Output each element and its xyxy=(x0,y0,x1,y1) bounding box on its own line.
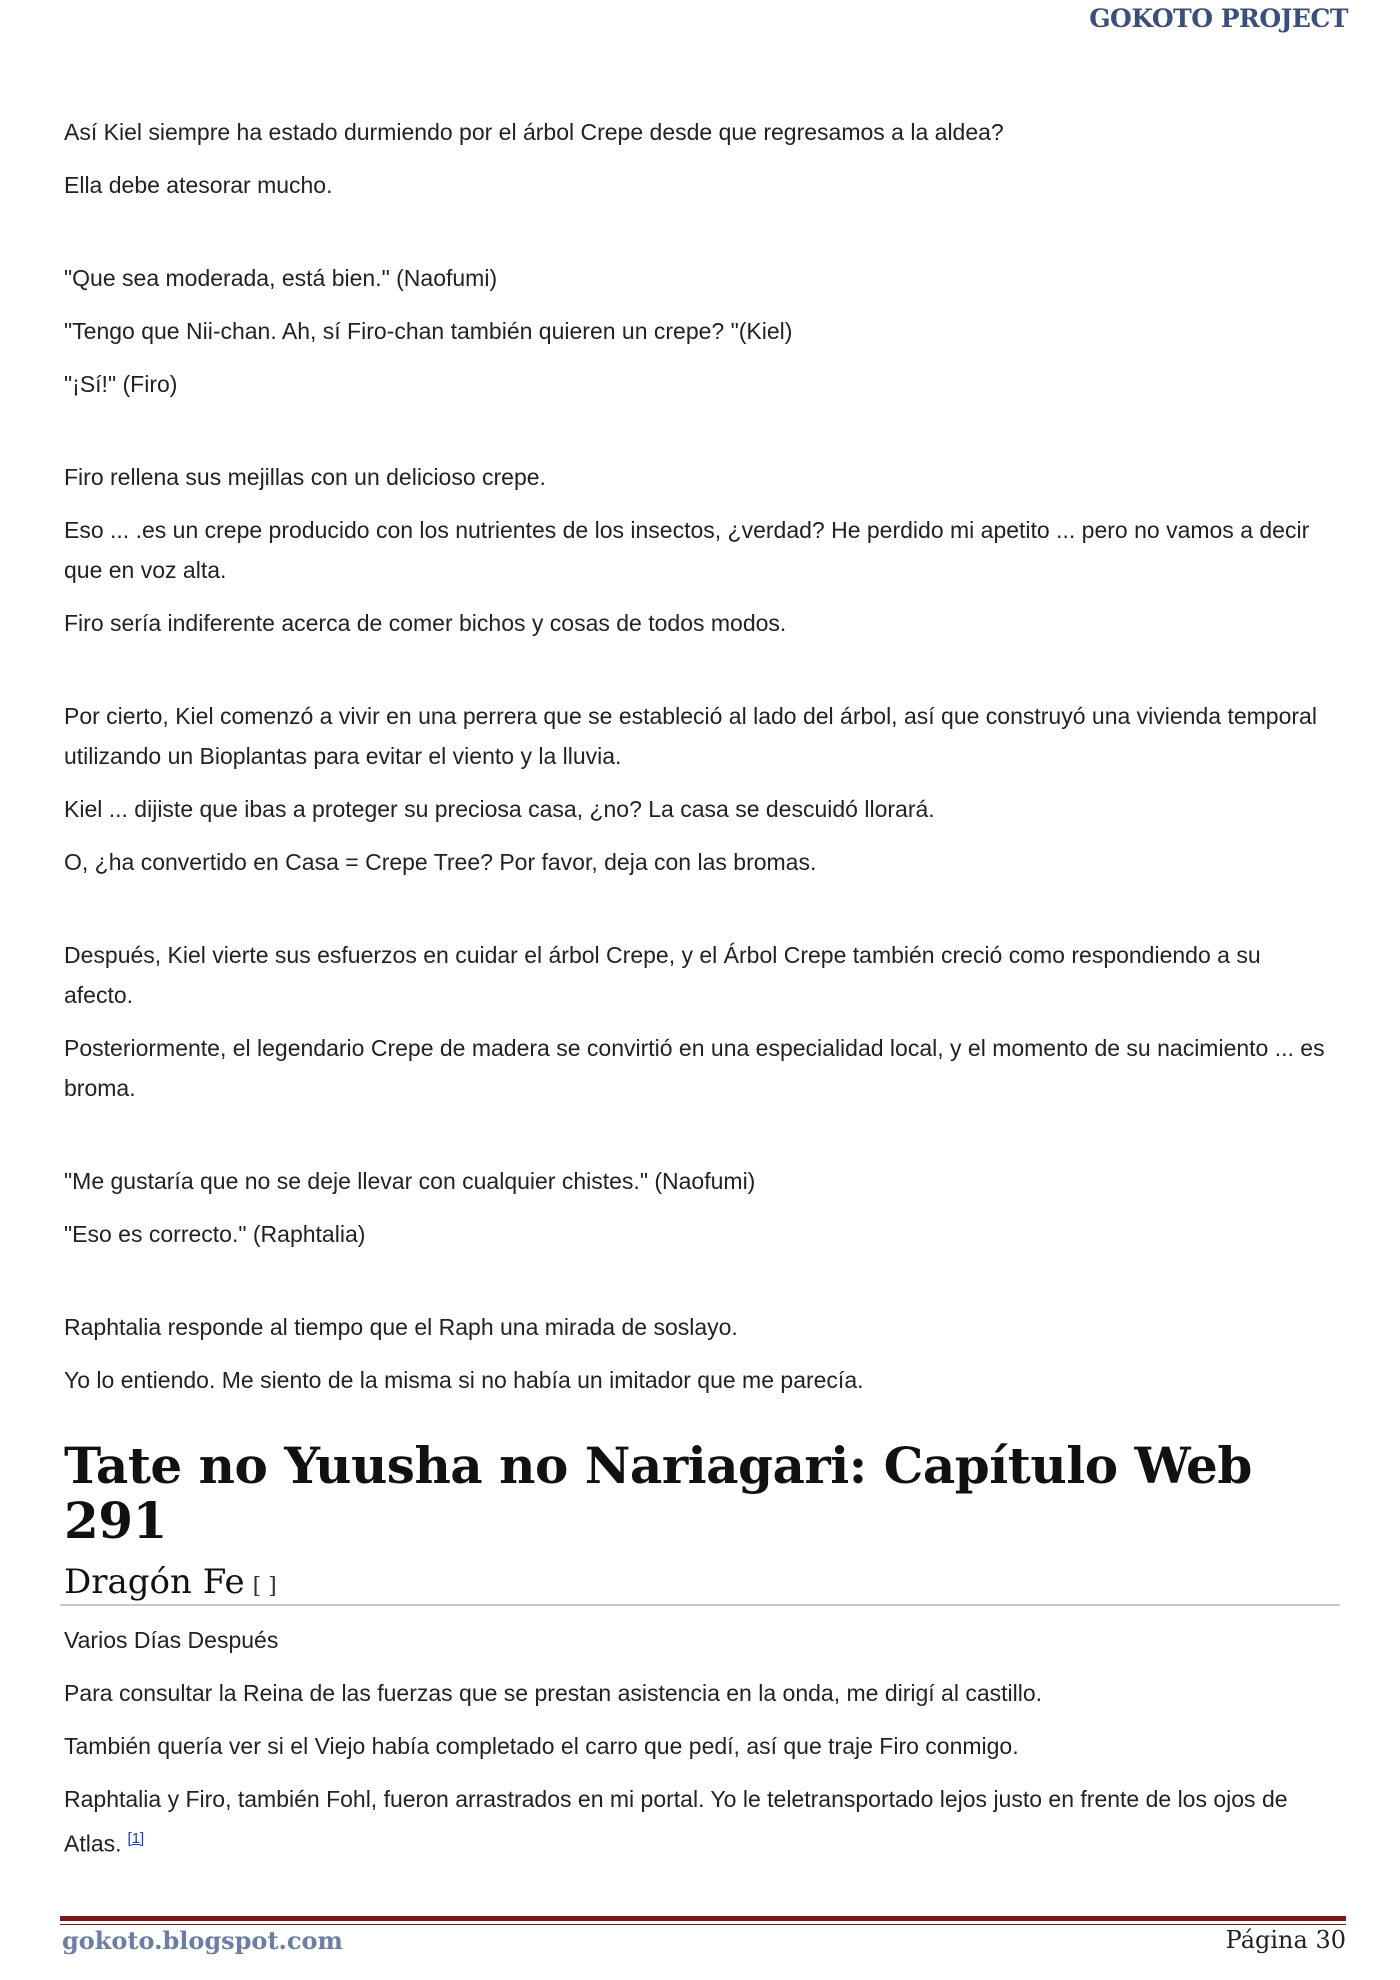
dialogue-line: "Me gustaría que no se deje llevar con cualquier chistes." (Naofumi) xyxy=(64,1168,756,1194)
paragraph: Posteriormente, el legendario Crepe de madera se convirtió en una especialidad local, y el momento de su nacimiento ... es broma. xyxy=(64,1035,1325,1101)
paragraph: Eso ... .es un crepe producido con los nutrientes de los insectos, ¿verdad? He perdido mi apetito ... pero no vamos a decir que en voz alta. xyxy=(64,517,1310,583)
paragraph: Después, Kiel vierte sus esfuerzos en cuidar el árbol Crepe, y el Árbol Crepe también creció como respondiendo a su afecto. xyxy=(64,942,1261,1008)
chapter-subtitle-row xyxy=(60,1562,1340,1606)
paragraph: Yo lo entiendo. Me siento de la misma si no había un imitador que me parecía. xyxy=(64,1367,864,1393)
footer-rule xyxy=(60,1916,1346,1925)
dialogue-line: "Que sea moderada, está bien." (Naofumi) xyxy=(64,265,498,291)
paragraph: Por cierto, Kiel comenzó a vivir en una perrera que se estableció al lado del árbol, así que construyó una vivienda temporal utilizando un Bioplantas para evitar el viento y la lluvia. xyxy=(64,703,1317,769)
paragraph: Para consultar la Reina de las fuerzas que se prestan asistencia en la onda, me dirigí al castillo. xyxy=(64,1680,1043,1706)
paragraph: Firo rellena sus mejillas con un delicioso crepe. xyxy=(64,464,546,490)
paragraph: Firo sería indiferente acerca de comer bichos y cosas de todos modos. xyxy=(64,610,787,636)
paragraph: Ella debe atesorar mucho. xyxy=(64,172,333,198)
chapter-title: Tate no Yuusha no Nariagari: Capítulo Web 291 xyxy=(64,1436,1252,1550)
footnote-link[interactable]: [1] xyxy=(127,1830,145,1847)
document-body xyxy=(64,112,1336,1877)
dialogue-line: "Tengo que Nii-chan. Ah, sí Firo-chan también quieren un crepe? "(Kiel) xyxy=(64,318,793,344)
paragraph: O, ¿ha convertido en Casa = Crepe Tree? Por favor, deja con las bromas. xyxy=(64,849,817,875)
paragraph: Varios Días Después xyxy=(64,1627,279,1653)
dialogue-line: "Eso es correcto." (Raphtalia) xyxy=(64,1221,366,1247)
paragraph: Kiel ... dijiste que ibas a proteger su preciosa casa, ¿no? La casa se descuidó llorará. xyxy=(64,796,935,822)
edit-bracket: [ ] xyxy=(252,1574,277,1599)
chapter-subtitle: Dragón Fe xyxy=(64,1562,245,1602)
paragraph xyxy=(64,1779,1336,1864)
header-brand: GOKOTO PROJECT xyxy=(1089,4,1348,33)
paragraph-text: Raphtalia y Firo, también Fohl, fueron arrastrados en mi portal. Yo le teletransportado lejos justo en frente de los ojos de Atlas. xyxy=(64,1786,1288,1857)
footer-url: gokoto.blogspot.com xyxy=(62,1926,343,1955)
paragraph: También quería ver si el Viejo había completado el carro que pedí, así que traje Firo conmigo. xyxy=(64,1733,1019,1759)
dialogue-line: "¡Sí!" (Firo) xyxy=(64,371,178,397)
paragraph: Raphtalia responde al tiempo que el Raph una mirada de soslayo. xyxy=(64,1314,738,1340)
paragraph: Así Kiel siempre ha estado durmiendo por el árbol Crepe desde que regresamos a la aldea? xyxy=(64,119,1004,145)
page-number: Página 30 xyxy=(1225,1926,1346,1954)
